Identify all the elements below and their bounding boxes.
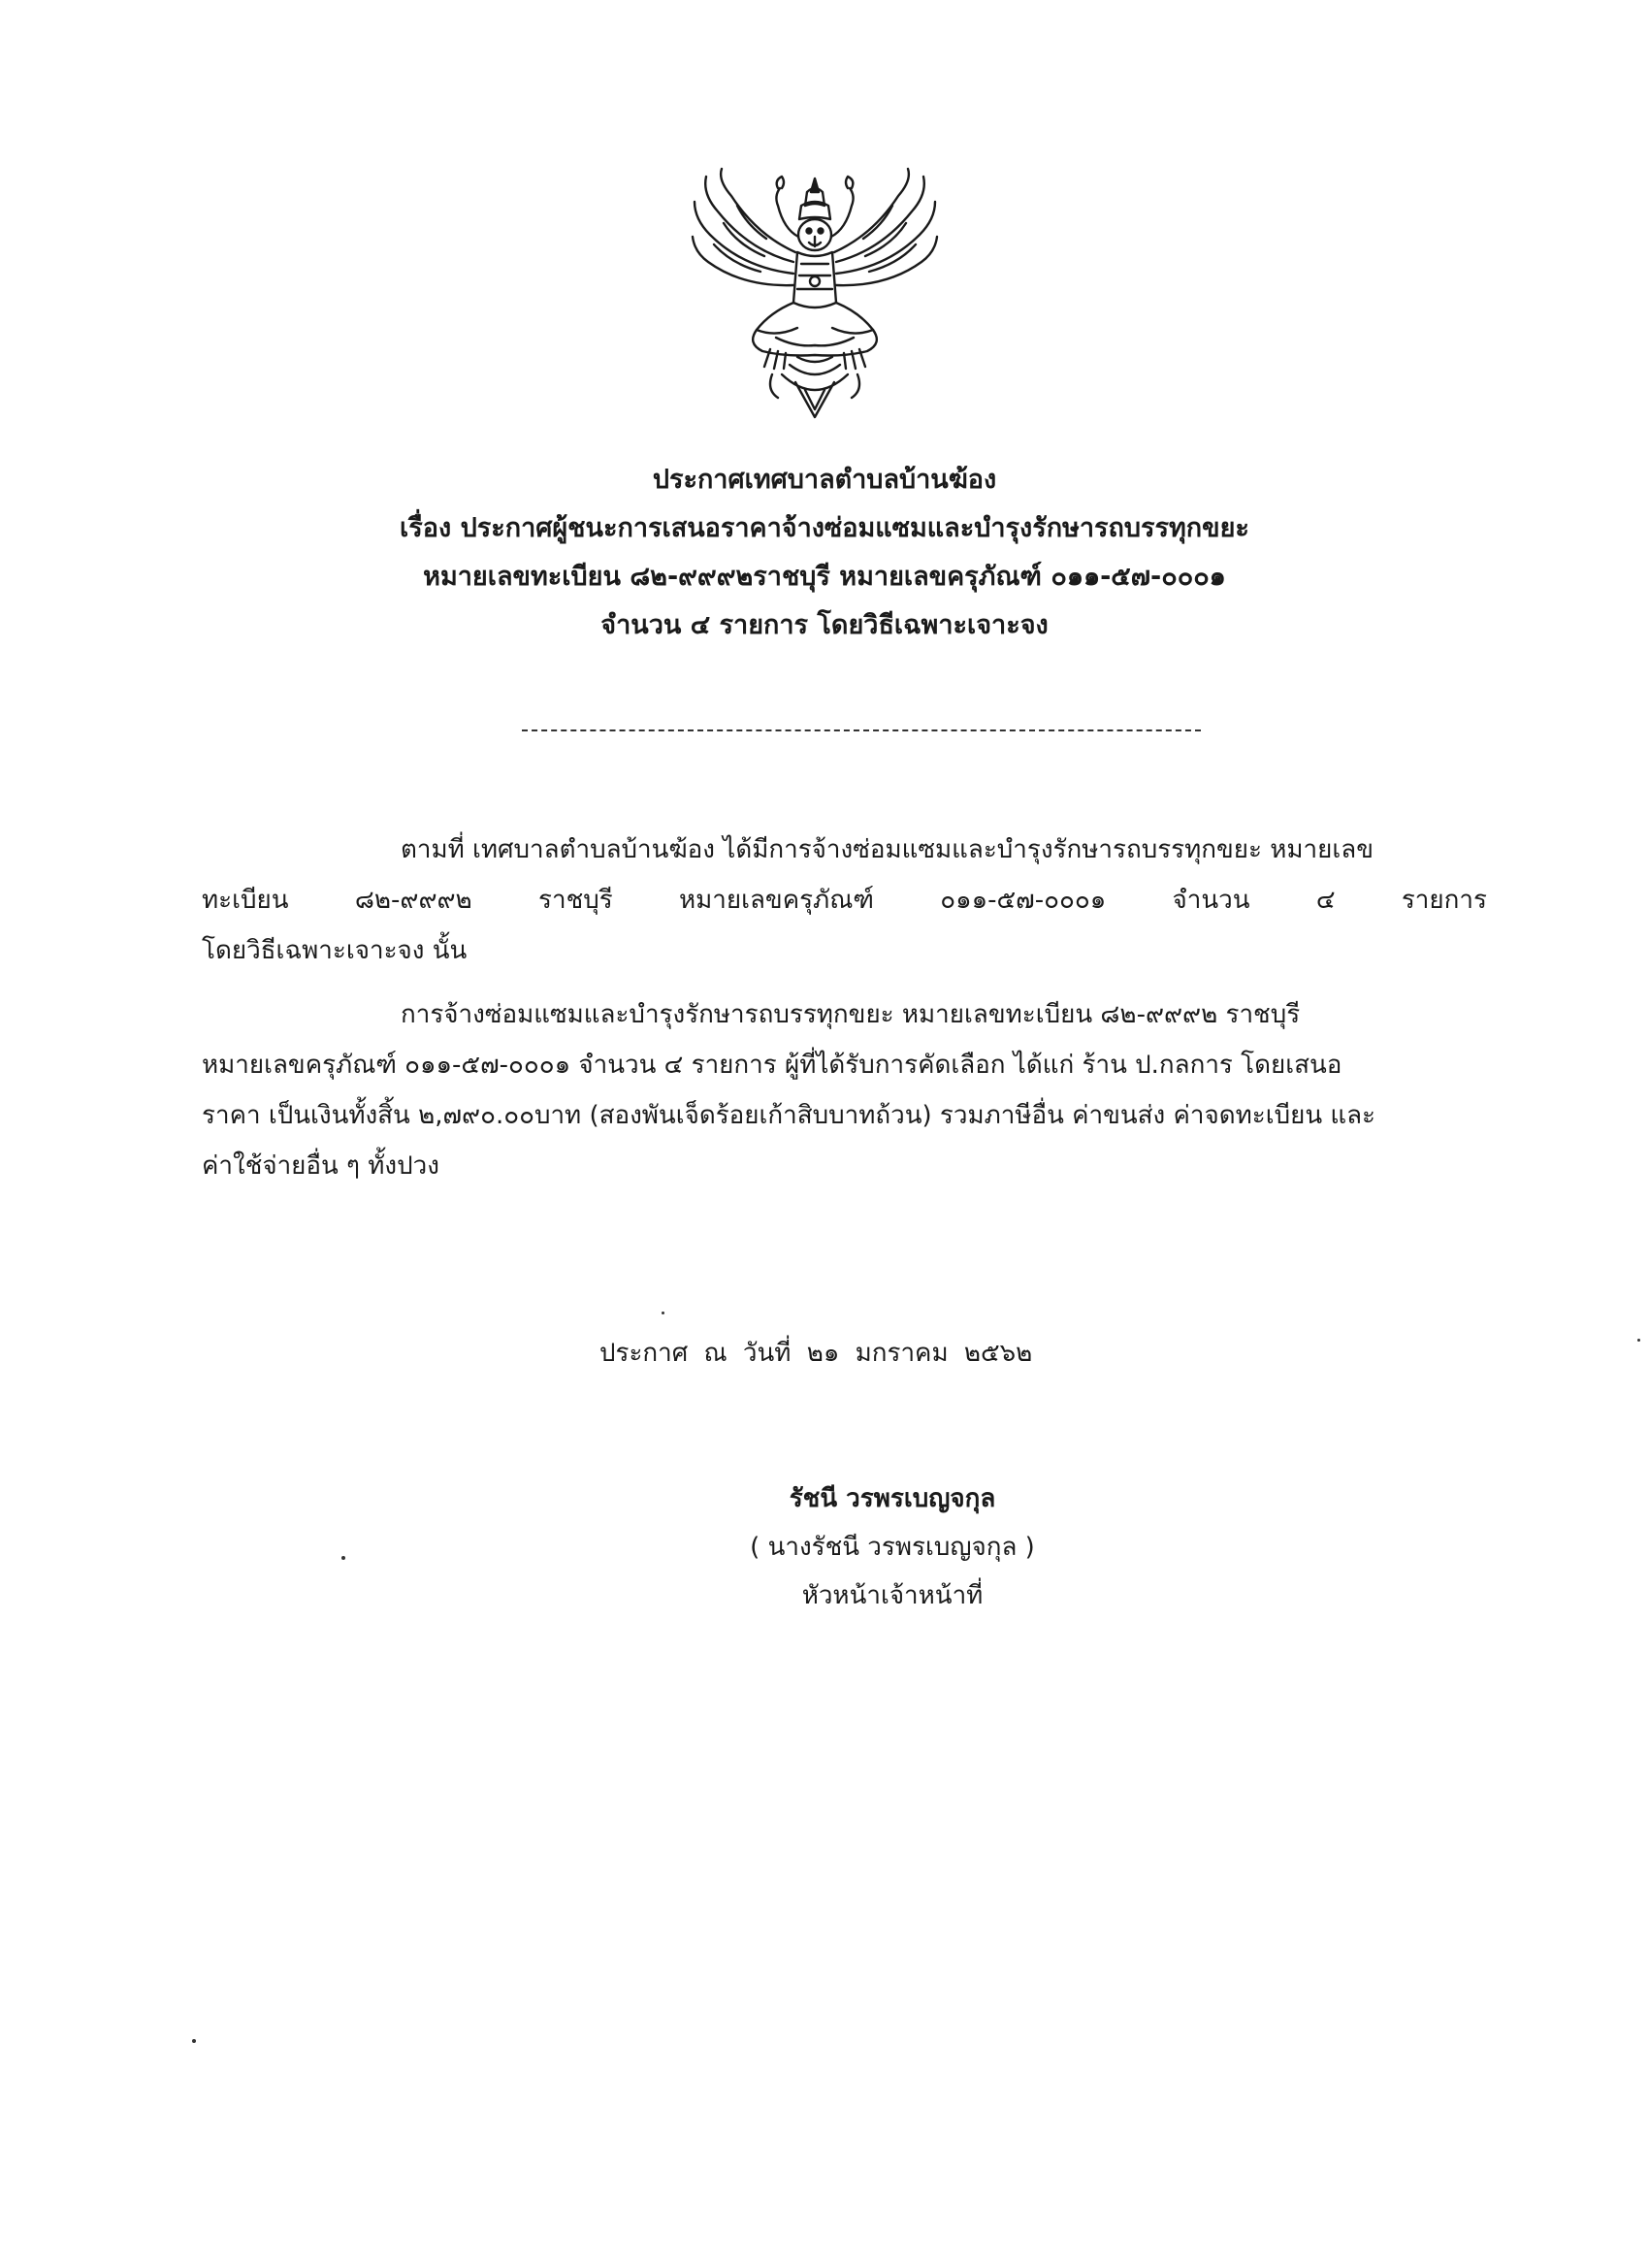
word: รายการ (1401, 886, 1487, 915)
header-line-1: ประกาศเทศบาลตำบลบ้านฆ้อง (652, 465, 997, 495)
scan-speck (192, 2039, 196, 2043)
word: ๔ (1315, 886, 1336, 915)
paragraph-2-line-2: หมายเลขครุภัณฑ์ ๐๑๑-๕๗-๐๐๐๑ จำนวน ๔ รายการ ผู้ที่ได้รับการคัดเลือก ได้แก่ ร้าน ป.กลการ โดยเสนอ (202, 1051, 1342, 1080)
header-line-3: หมายเลขทะเบียน ๘๒-๙๙๙๒ราชบุรี หมายเลขครุภัณฑ์ ๐๑๑-๕๗-๐๐๐๑ (423, 562, 1226, 592)
garuda-emblem-icon (689, 167, 941, 421)
paragraph-1-line-3: โดยวิธีเฉพาะเจาะจง นั้น (202, 936, 468, 965)
paragraph-1-line-2 (202, 875, 1487, 925)
word: ราชบุรี (538, 886, 613, 915)
paragraph-2 (202, 989, 1487, 1191)
header-subject-line: เรื่อง ประกาศผู้ชนะการเสนอราคาจ้างซ่อมแซมและบำรุงรักษารถบรรทุกขยะ (400, 513, 1249, 543)
scan-speck (341, 1556, 345, 1560)
announcement-date: ประกาศ ณ วันที่ ๒๑ มกราคม ๒๕๖๒ (599, 1339, 1033, 1368)
word: ๐๑๑-๕๗-๐๐๐๑ (940, 886, 1107, 915)
paragraph-2-line-4: ค่าใช้จ่ายอื่น ๆ ทั้งปวง (202, 1151, 439, 1181)
header-line-4: จำนวน ๔ รายการ โดยวิธีเฉพาะเจาะจง (600, 610, 1049, 640)
signer-full-name: ( นางรัชนี วรพรเบญจกุล ) (750, 1533, 1035, 1562)
signer-name: รัชนี วรพรเบญจกุล (789, 1484, 996, 1513)
dashed-divider (522, 729, 1201, 731)
word: ๘๒-๙๙๙๒ (354, 886, 472, 915)
paragraph-2-line-3: ราคา เป็นเงินทั้งสิ้น ๒,๗๙๐.๐๐บาท (สองพันเจ็ดร้อยเก้าสิบบาทถ้วน) รวมภาษีอื่น ค่าขนส่ง ค่าจดทะเบียน และ (202, 1101, 1376, 1130)
announcement-header (0, 456, 1649, 650)
word: จำนวน (1172, 886, 1250, 915)
signature-block (0, 1474, 1649, 1620)
word: ทะเบียน (202, 886, 289, 915)
paragraph-2-line-1: การจ้างซ่อมแซมและบำรุงรักษารถบรรทุกขยะ หมายเลขทะเบียน ๘๒-๙๙๙๒ ราชบุรี (401, 1000, 1301, 1029)
word: หมายเลขครุภัณฑ์ (679, 886, 874, 915)
signer-title: หัวหน้าเจ้าหน้าที่ (801, 1581, 984, 1610)
scan-speck (1637, 1339, 1640, 1342)
paragraph-1 (202, 825, 1487, 976)
scan-speck (662, 1312, 664, 1314)
paragraph-1-line-1: ตามที่ เทศบาลตำบลบ้านฆ้อง ได้มีการจ้างซ่อมแซมและบำรุงรักษารถบรรทุกขยะ หมายเลข (401, 835, 1374, 864)
